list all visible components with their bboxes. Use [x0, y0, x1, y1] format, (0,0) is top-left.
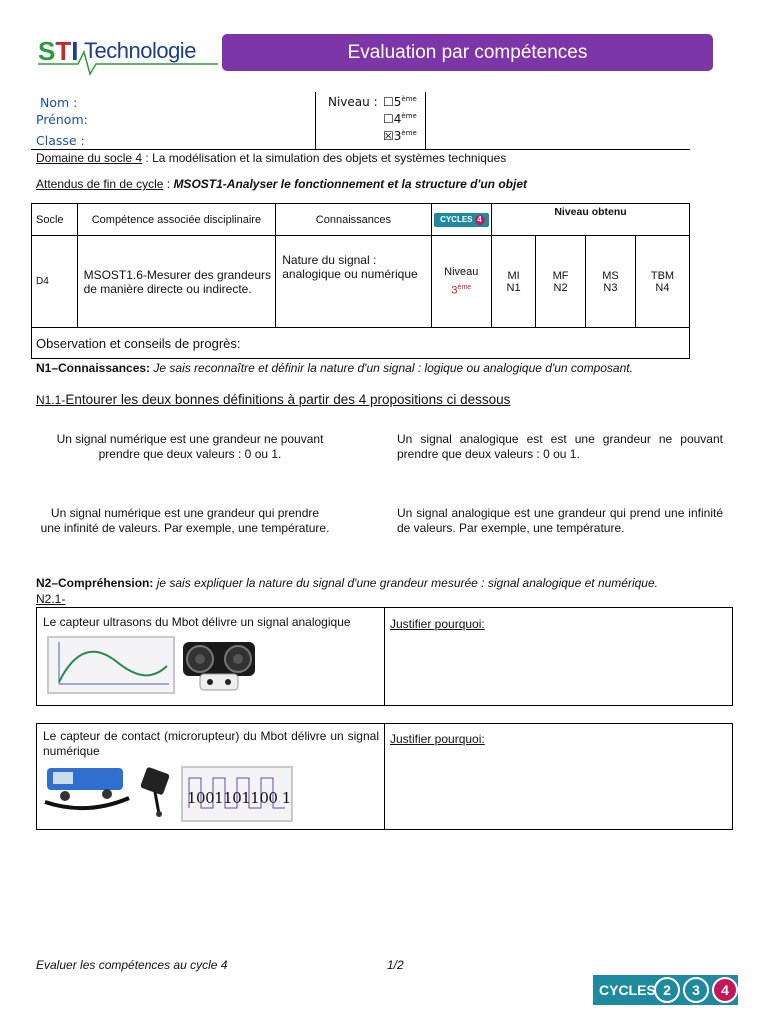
nom-label: Nom :: [40, 95, 78, 110]
classe-label: Classe :: [36, 133, 85, 148]
header-competence: Compétence associée disciplinaire: [77, 204, 276, 236]
contact-statement: Le capteur de contact (microrupteur) du Mbot délivre un signal numérique: [43, 729, 379, 758]
level-ms-cell[interactable]: MS N3: [585, 236, 635, 328]
header-niveau-obtenu: Niveau obtenu: [492, 204, 690, 236]
logo-sti: STI: [38, 36, 79, 66]
proposition-2[interactable]: Un signal analogique est est une grandeur ne pouvant prendre que deux valeurs : 0 ou 1.: [397, 432, 723, 461]
justify-input-1[interactable]: [390, 636, 726, 700]
niveau-label: Niveau :: [328, 95, 378, 109]
observation-cell[interactable]: Observation et conseils de progrès:: [32, 328, 690, 359]
proposition-1[interactable]: Un signal numérique est une grandeur ne pouvant prendre que deux valeurs : 0 ou 1.: [56, 432, 324, 461]
page-number: 1/2: [387, 958, 404, 972]
level-mi-cell[interactable]: MI N1: [492, 236, 536, 328]
level-tbm-cell[interactable]: TBM N4: [635, 236, 689, 328]
attendus-line: Attendus de fin de cycle : MSOST1-Analyser le fonctionnement et la structure d'un objet: [36, 177, 528, 191]
cycles-footer-badge: CYCLES 2 3 4: [593, 975, 738, 1005]
connaissances-value: Nature du signal : analogique ou numérique: [276, 236, 431, 328]
proposition-3[interactable]: Un signal numérique est une grandeur qui prendre une infinité de valeurs. Par exemple, une température.: [40, 506, 330, 535]
prenom-label: Prénom:: [36, 112, 88, 127]
n1-line: N1–Connaissances: Je sais reconnaître et définir la nature d'un signal : logique ou analogique d'un composant.: [36, 361, 633, 375]
n2-line: N2–Compréhension: je sais expliquer la nature du signal d'une grandeur mesurée : signal analogique et numérique.: [36, 576, 658, 590]
justify-input-2[interactable]: [390, 752, 726, 824]
ultrasonic-sensor-icon: [180, 636, 258, 694]
competence-value: MSOST1.6-Mesurer des grandeurs de manière directe ou indirecte.: [77, 236, 276, 328]
contact-box: [36, 723, 733, 830]
ultrasons-statement: Le capteur ultrasons du Mbot délivre un signal analogique: [43, 615, 351, 629]
mbot-robot-icon: [43, 764, 131, 816]
niveau-cell: Niveau 3ème: [431, 236, 491, 328]
socle-value: D4: [32, 236, 78, 328]
proposition-4[interactable]: Un signal analogique est une grandeur qui prend une infinité de valeurs. Par exemple, une température.: [397, 506, 723, 535]
justify-label-2: Justifier pourquoi:: [390, 732, 485, 746]
level-4-checkbox[interactable]: ☐4ème: [383, 112, 417, 126]
header-connaissances: Connaissances: [276, 204, 431, 236]
microswitch-icon: [137, 766, 177, 818]
header-socle: Socle: [32, 204, 78, 236]
binary-sequence: 1001101100 1: [187, 789, 291, 807]
level-mf-cell[interactable]: MF N2: [536, 236, 586, 328]
ultrasons-box: [36, 607, 733, 706]
level-5-checkbox[interactable]: ☐5ème: [383, 95, 417, 109]
footer-left: Evaluer les compétences au cycle 4: [36, 958, 228, 972]
logo-word: Technologie: [84, 38, 196, 63]
level-3-checkbox[interactable]: ☒3ème: [383, 129, 417, 143]
justify-label-1: Justifier pourquoi:: [390, 617, 485, 631]
analog-curve-icon: [47, 636, 175, 694]
competence-table: [31, 203, 690, 359]
n2-question: N2.1-: [36, 592, 66, 606]
cycles-4-badge: CYCLES 4: [431, 204, 491, 236]
digital-signal-icon: [181, 766, 293, 822]
n1-question: N1.1-Entourer les deux bonnes définitions à partir des 4 propositions ci dessous: [36, 392, 511, 407]
logo: [38, 34, 218, 78]
page-title: Evaluation par compétences: [222, 34, 713, 71]
domain-line: Domaine du socle 4 : La modélisation et la simulation des objets et systèmes techniques: [36, 151, 507, 165]
